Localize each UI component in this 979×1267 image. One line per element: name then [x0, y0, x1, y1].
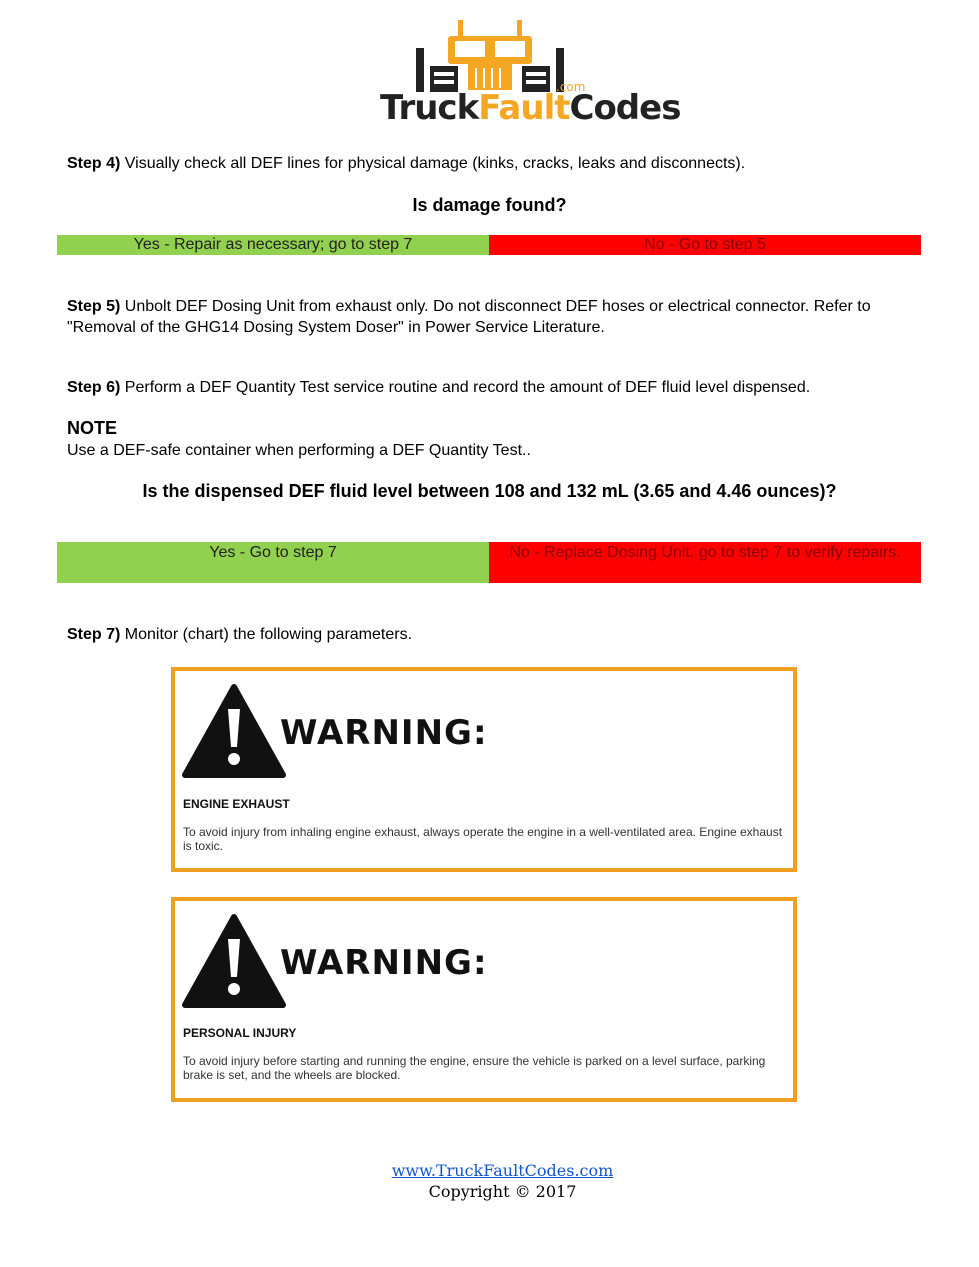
step6-yes-cell: Yes - Go to step 7: [57, 542, 489, 583]
step7-label: Step 7): [67, 626, 121, 643]
step4-question: Is damage found?: [412, 195, 567, 215]
logo-text-fault: Fault: [478, 88, 570, 128]
step4-decision-bar: [57, 235, 921, 255]
warning-box-personal-injury: [171, 897, 797, 1102]
logo-text-codes: Codes: [569, 88, 681, 128]
step5-text: Unbolt DEF Dosing Unit from exhaust only. Do not disconnect DEF hoses or electrical connector. Refer to "Removal of the GHG14 Dosing System Doser" in Power Service Literature.: [67, 298, 871, 336]
step5-paragraph: [67, 296, 927, 338]
warning-triangle-icon: [181, 913, 287, 1009]
logo-text-truck: Truck: [380, 88, 479, 128]
logo-dotcom: .com: [556, 80, 586, 94]
warning-subtitle: PERSONAL INJURY: [183, 1026, 297, 1040]
step7-text: Monitor (chart) the following parameters.: [120, 626, 413, 643]
footer-copyright: Copyright © 2017: [428, 1182, 577, 1201]
step6-no-cell: No - Replace Dosing Unit. go to step 7 to verify repairs.: [489, 542, 921, 583]
note-text: Use a DEF-safe container when performing a DEF Quantity Test..: [67, 442, 531, 459]
step6-question: Is the dispensed DEF fluid level between 108 and 132 mL (3.65 and 4.46 ounces)?: [142, 481, 837, 501]
warning-text: To avoid injury from inhaling engine exhaust, always operate the engine in a well-ventilated area. Engine exhaust is toxic.: [183, 825, 783, 853]
footer-link[interactable]: www.TruckFaultCodes.com: [391, 1161, 614, 1180]
step6-paragraph: [67, 377, 927, 398]
step5-label: Step 5): [67, 298, 121, 315]
step4-no-cell: No - Go to step 5: [489, 235, 921, 255]
step4-yes-cell: Yes - Repair as necessary; go to step 7: [57, 235, 489, 255]
warning-box-engine-exhaust: [171, 667, 797, 872]
step6-text: Perform a DEF Quantity Test service routine and record the amount of DEF fluid level dispensed.: [120, 379, 811, 396]
warning-subtitle: ENGINE EXHAUST: [183, 797, 290, 811]
warning-text: To avoid injury before starting and running the engine, ensure the vehicle is parked on a level surface, parking brake is set, and the wheels are blocked.: [183, 1054, 766, 1082]
warning-title: WARNING:: [280, 943, 488, 983]
step6-decision-bar: [57, 542, 921, 583]
step7-paragraph: [67, 624, 927, 645]
warning-triangle-icon: [181, 683, 287, 779]
warning-title: WARNING:: [280, 713, 488, 753]
step6-label: Step 6): [67, 379, 121, 396]
note-title: NOTE: [67, 418, 118, 438]
step4-text: Visually check all DEF lines for physical damage (kinks, cracks, leaks and disconnects).: [120, 155, 746, 172]
step4-label: Step 4): [67, 155, 121, 172]
logo: [370, 18, 681, 128]
step4-paragraph: [67, 153, 927, 174]
